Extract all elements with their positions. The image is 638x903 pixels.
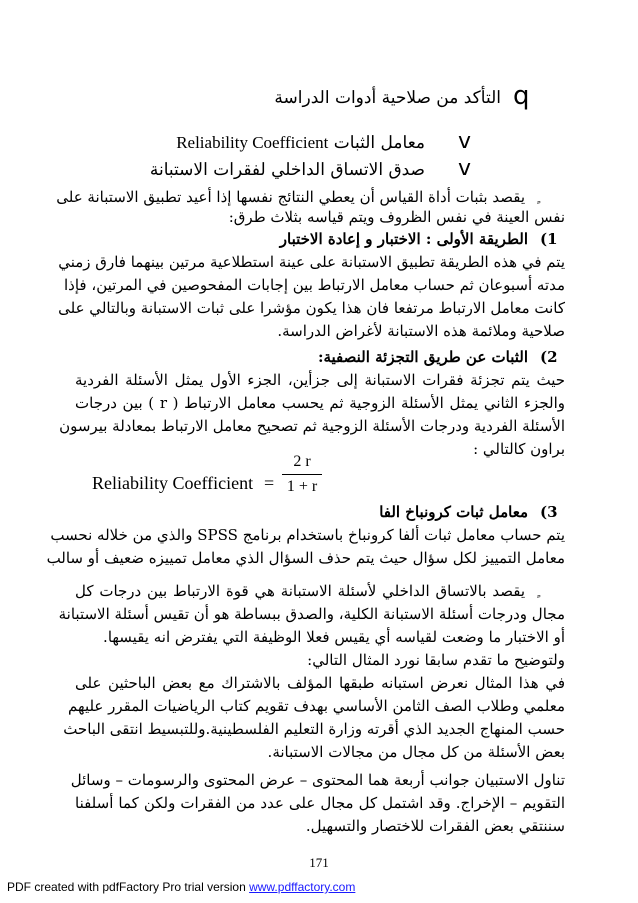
validity-line-6: معلمي وطلاب الصف الثامن الأساسي بهدف تقويم كتاب الرياضيات المقرر عليهم: [68, 697, 565, 715]
formula-denominator: 1 + r: [286, 478, 318, 495]
section2-title: الثبات عن طريق التجزئة النصفية:: [317, 348, 528, 366]
validity-line-5: في هذا المثال نعرض استبانه طبقها المؤلف بالاشتراك مع بعض الباحثين على: [75, 674, 565, 692]
section3-title: معامل ثبات كرونباخ الفا: [379, 503, 528, 521]
section1-line-1: يتم في هذه الطريقة تطبيق الاستبانة على عينة استطلاعية مرتين بينهما فارق زمني: [58, 253, 565, 271]
validity-line-11: سننتقي بعض الفقرات للاختصار والتسهيل.: [305, 817, 565, 835]
section3-number: (3: [540, 503, 558, 521]
reliability-heading: [176, 130, 425, 156]
section1-line-3: كانت معامل الارتباط مرتفعا فان هذا يكون مؤشرا على ثبات الاستبانة وبالتالي على: [58, 299, 565, 317]
main-heading: التأكد من صلاحية أدوات الدراسة: [274, 88, 501, 108]
validity-line-7: حسب المنهاج الجديد الذي أقرته وزارة التعليم الفلسطينية.وللتبسيط انتقى الباحث: [63, 720, 565, 738]
footer-text: PDF created with pdfFactory Pro trial version: [7, 880, 250, 894]
section2-line-1: حيث يتم تجزئة فقرات الاستبانة إلى جزأين، الجزء الأول يمثل الأسئلة الفردية: [75, 371, 565, 389]
section1-number: (1: [540, 230, 558, 248]
main-bullet-icon: q: [513, 81, 530, 111]
section2-number: (2: [540, 348, 558, 366]
para1-line-2: نفس العينة في نفس الظروف ويتم قياسه بثلاث طرق:: [228, 208, 565, 226]
section3-line-2: معامل التمييز لكل سؤال حيث يتم حذف السؤال الذي معامل تمييزه ضعيف أو سالب: [46, 549, 565, 567]
footer-link[interactable]: www.pdffactory.com: [249, 880, 356, 894]
fraction-bar: [282, 474, 322, 475]
section3-line-1: يتم حساب معامل ثبات ألفا كرونباخ باستخدام برنامج SPSS والذي من خلاله نحسب: [50, 526, 565, 544]
page-number: 171: [309, 855, 329, 870]
section1-title: الطريقة الأولى : الاختبار و إعادة الاختبار: [279, 230, 528, 248]
reliability-heading-ar: معامل الثبات: [333, 133, 425, 153]
internal-validity-heading: صدق الاتساق الداخلي لفقرات الاستبانة: [149, 160, 425, 180]
reliability-heading-en: Reliability Coefficient: [176, 133, 329, 152]
formula-equals: =: [264, 473, 275, 493]
validity-line-10: التقويم – الإخراج. وقد اشتمل كل مجال على عدد من الفقرات ولكن كما أسلفنا: [75, 794, 565, 812]
para1-line-1: يقصد بثبات أداة القياس أن يعطي النتائج نفسها إذا أعيد تطبيق الاستبانة على: [56, 188, 525, 206]
formula-numerator: 2 r: [293, 453, 311, 470]
formula-label: Reliability Coefficient: [92, 473, 254, 493]
formula-fraction: [282, 452, 322, 497]
validity-line-3: أو الاختبار ما وضعت لقياسه أي يقيس فعلا الوظيفة التي يفترض انه يقيسها.: [103, 628, 565, 646]
validity-line-4: ولتوضيح ما تقدم سابقا نورد المثال التالي:: [307, 651, 565, 669]
sub-bullet-2-icon: v: [458, 156, 472, 181]
validity-line-9: تناول الاستبيان جوانب أربعة هما المحتوى – عرض المحتوى والرسومات – وسائل: [70, 771, 565, 789]
validity-line-1: يقصد بالاتساق الداخلي لأسئلة الاستبانة هي قوة الارتباط بين درجات كل: [75, 582, 525, 600]
section2-line-3: الأسئلة الفردية ودرجات الأسئلة الزوجية ثم تصحيح معامل الارتباط بمعادلة بيرسون: [59, 417, 565, 435]
pdf-footer: [7, 880, 355, 894]
validity-line-2: مجال ودرجات أسئلة الاستبانة الكلية، والصدق ببساطة هو أن تقيس أسئلة الاستبانة: [58, 605, 565, 623]
validity-line-8: بعض الأسئلة من كل مجال من مجالات الاستبانة.: [267, 743, 565, 761]
section1-line-2: مدته أسبوعان ثم حساب معامل الارتباط بين إجابات المفحوصين في المرتين، فإذا: [64, 276, 565, 294]
sub-bullet-1-icon: v: [458, 129, 472, 154]
section2-line-2: والجزء الثاني يمثل الأسئلة الزوجية ثم يحسب معامل الارتباط ( r ) بين درجات: [75, 394, 565, 412]
section2-line-4: براون كالتالي :: [473, 440, 565, 458]
section1-line-4: صلاحية وملائمة هذه الاستبانة لأغراض الدراسة.: [277, 322, 565, 340]
